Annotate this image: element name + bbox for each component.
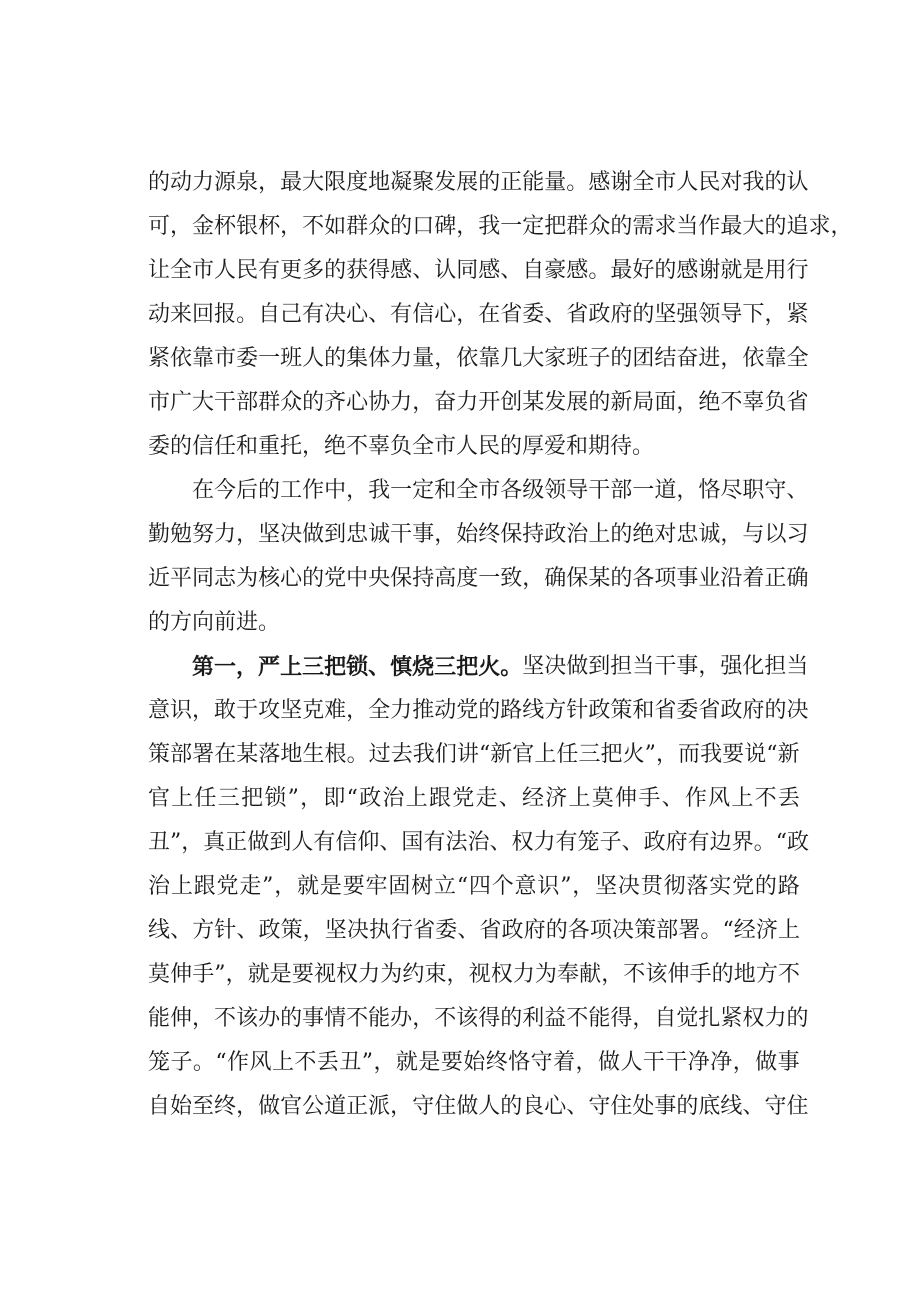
paragraph-line: 能 伸 ， 不 该 办 的 事 情 不 能 办 ， 不 该 得 的 利 益 不 能 得 ， 自 觉 扎 紧 权 力 的 [148, 1006, 809, 1031]
paragraph-line: 的 动 力 源 泉 ， 最 大 限 度 地 凝 聚 发 展 的 正 能 量 。 感 谢 全 市 人 民 对 我 的 认 [148, 170, 809, 195]
paragraph-line: 勤 勉 努 力 ， 坚 决 做 到 忠 诚 干 事 ， 始 终 保 持 政 治 上 的 绝 对 忠 诚 ， 与 以 习 [148, 522, 809, 547]
paragraph-line: 在 今 后 的 工 作 中 ， 我 一 定 和 全 市 各 级 领 导 干 部 一 道 ， 恪 尽 职 守 、 [192, 478, 809, 503]
paragraph-line: 可 ， 金 杯 银 杯 ， 不 如 群 众 的 口 碑 ， 我 一 定 把 群 众 的 需 求 当 作 最 大 的 追 求 ， [148, 214, 853, 239]
paragraph-line: 自 始 至 终 ， 做 官 公 道 正 派 ， 守 住 做 人 的 良 心 、 守 住 处 事 的 底 线 、 守 住 [148, 1094, 809, 1119]
paragraph-line: 治 上 跟 党 走 ” ， 就 是 要 牢 固 树 立 “ 四 个 意 识 ” ， 坚 决 贯 彻 落 实 党 的 路 [148, 874, 800, 899]
paragraph-line: 市 广 大 干 部 群 众 的 齐 心 协 力 ， 奋 力 开 创 某 发 展 的 新 局 面 ， 绝 不 辜 负 省 [148, 390, 809, 415]
paragraph-line: 让 全 市 人 民 有 更 多 的 获 得 感 、 认 同 感 、 自 豪 感 。 最 好 的 感 谢 就 是 用 行 [148, 258, 809, 283]
paragraph-line: 官 上 任 三 把 锁 ” ， 即 “ 政 治 上 跟 党 走 、 经 济 上 莫 伸 手 、 作 风 上 不 丢 [148, 786, 800, 811]
paragraph-line: 线 、 方 针 、 政 策 ， 坚 决 执 行 省 委 、 省 政 府 的 各 项 决 策 部 署 。 “ 经 济 上 [148, 918, 800, 943]
paragraph-first-line: 第 一 ， 严 上 三 把 锁 、 慎 烧 三 把 火 。 坚 决 做 到 担 当 干 事 ， 强 化 担 当 [192, 654, 809, 680]
paragraph-line: 莫 伸 手 ” ， 就 是 要 视 权 力 为 约 束 ， 视 权 力 为 奉 献 ， 不 该 伸 手 的 地 方 不 [148, 962, 800, 987]
paragraph-line: 策 部 署 在 某 落 地 生 根 。 过 去 我 们 讲 “ 新 官 上 任 三 把 火 ” ， 而 我 要 说 “ 新 [148, 742, 800, 767]
paragraph-line: 紧 依 靠 市 委 一 班 人 的 集 体 力 量 ， 依 靠 几 大 家 班 子 的 团 结 奋 进 ， 依 靠 全 [148, 346, 809, 371]
paragraph-line: 委的信任和重托，绝不辜负全市人民的厚爱和期待。 [148, 434, 655, 459]
paragraph-line: 动 来 回 报 。 自 己 有 决 心 、 有 信 心 ， 在 省 委 、 省 政 府 的 坚 强 领 导 下 ， 紧 [148, 302, 809, 327]
paragraph-line: 的方向前进。 [148, 610, 281, 635]
paragraph-line: 笼 子 。 “ 作 风 上 不 丢 丑 ” ， 就 是 要 始 终 恪 守 着 ， 做 人 干 干 净 净 ， 做 事 [148, 1050, 800, 1075]
paragraph-line: 意 识 ， 敢 于 攻 坚 克 难 ， 全 力 推 动 党 的 路 线 方 针 政 策 和 省 委 省 政 府 的 决 [148, 698, 809, 723]
paragraph-line: 近 平 同 志 为 核 心 的 党 中 央 保 持 高 度 一 致 ， 确 保 某 的 各 项 事 业 沿 着 正 确 [148, 566, 809, 591]
paragraph-line: 丑 ” ， 真 正 做 到 人 有 信 仰 、 国 有 法 治 、 权 力 有 笼 子 、 政 府 有 边 界 。 “ 政 [148, 830, 809, 855]
